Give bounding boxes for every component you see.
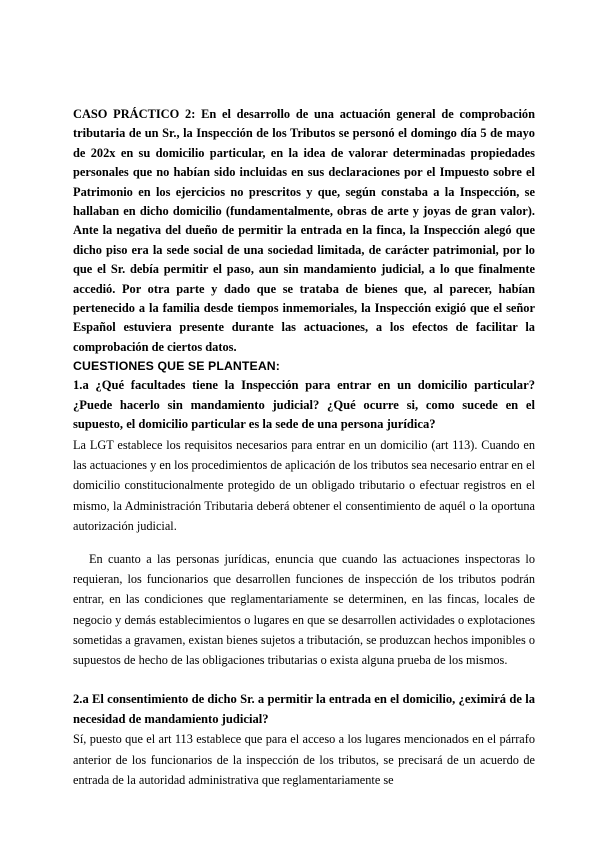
answer-2-paragraph-1: Sí, puesto que el art 113 establece que para el acceso a los lugares mencionados en el párrafo anterior de los funcionarios de la inspección de los tributos, se precisará de un acuerdo de entrada de la autoridad administrativa que reglamentariamente se [73,732,535,787]
questions-heading: CUESTIONES QUE SE PLANTEAN: [73,359,280,374]
answer-1-paragraph-2: En cuanto a las personas jurídicas, enuncia que cuando las actuaciones inspectoras lo requieran, los funcionarios que desarrollen funciones de inspección de los tributos podrán entrar, en las condiciones que reglamentariamente se determinen, en las fincas, locales de negocio y demás establecimientos o lugares en que se desarrollen actividades o explotaciones sometidas a gravamen, existan bienes sujetos a tributación, se produzcan hechos imponibles o supuestos de hecho de las obligaciones tributarias o exista alguna prueba de los mismos. [73,552,535,668]
document-body [73,105,535,790]
answer-1-paragraph-1: La LGT establece los requisitos necesarios para entrar en un domicilio (art 113). Cuando en las actuaciones y en los procedimientos de aplicación de los tributos sea necesario entrar en el domicilio constitucionalmente protegido de un obligado tributario o efectuar registros en el mismo, la Administración Tributaria deberá obtener el consentimiento de aquél o la oportuna autorización judicial. [73,438,535,533]
case-statement: CASO PRÁCTICO 2: En el desarrollo de una actuación general de comprobación tributaria de un Sr., la Inspección de los Tributos se personó el domingo día 5 de mayo de 202x en su domicilio particular, en la idea de valorar determinadas propiedades personales que no habían sido incluidas en sus declaraciones por el Impuesto sobre el Patrimonio en los ejercicios no prescritos y que, según constaba a la Inspección, se hallaban en dicho domicilio (fundamentalmente, obras de arte y joyas de gran valor). Ante la negativa del dueño de permitir la entrada en la finca, la Inspección alegó que dicho piso era la sede social de una sociedad limitada, de carácter patrimonial, por lo que el Sr. debía permitir el paso, aun sin mandamiento judicial, a lo que finalmente accedió. Por otra parte y dado que se trataba de bienes que, al parecer, habían pertenecido a la familia desde tiempos inmemoriales, la Inspección exigió que el señor Español estuviera presente durante las actuaciones, a los efectos de facilitar la comprobación de ciertos datos. [73,107,535,354]
question-2: 2.a El consentimiento de dicho Sr. a permitir la entrada en el domicilio, ¿eximirá de la necesidad de mandamiento judicial? [73,692,535,726]
question-1: 1.a ¿Qué facultades tiene la Inspección para entrar en un domicilio particular? ¿Puede hacerlo sin mandamiento judicial? ¿Qué ocurre si, como sucede en el supuesto, el domicilio particular es la sede de una persona jurídica? [73,378,535,432]
paragraph-spacer [73,670,535,690]
